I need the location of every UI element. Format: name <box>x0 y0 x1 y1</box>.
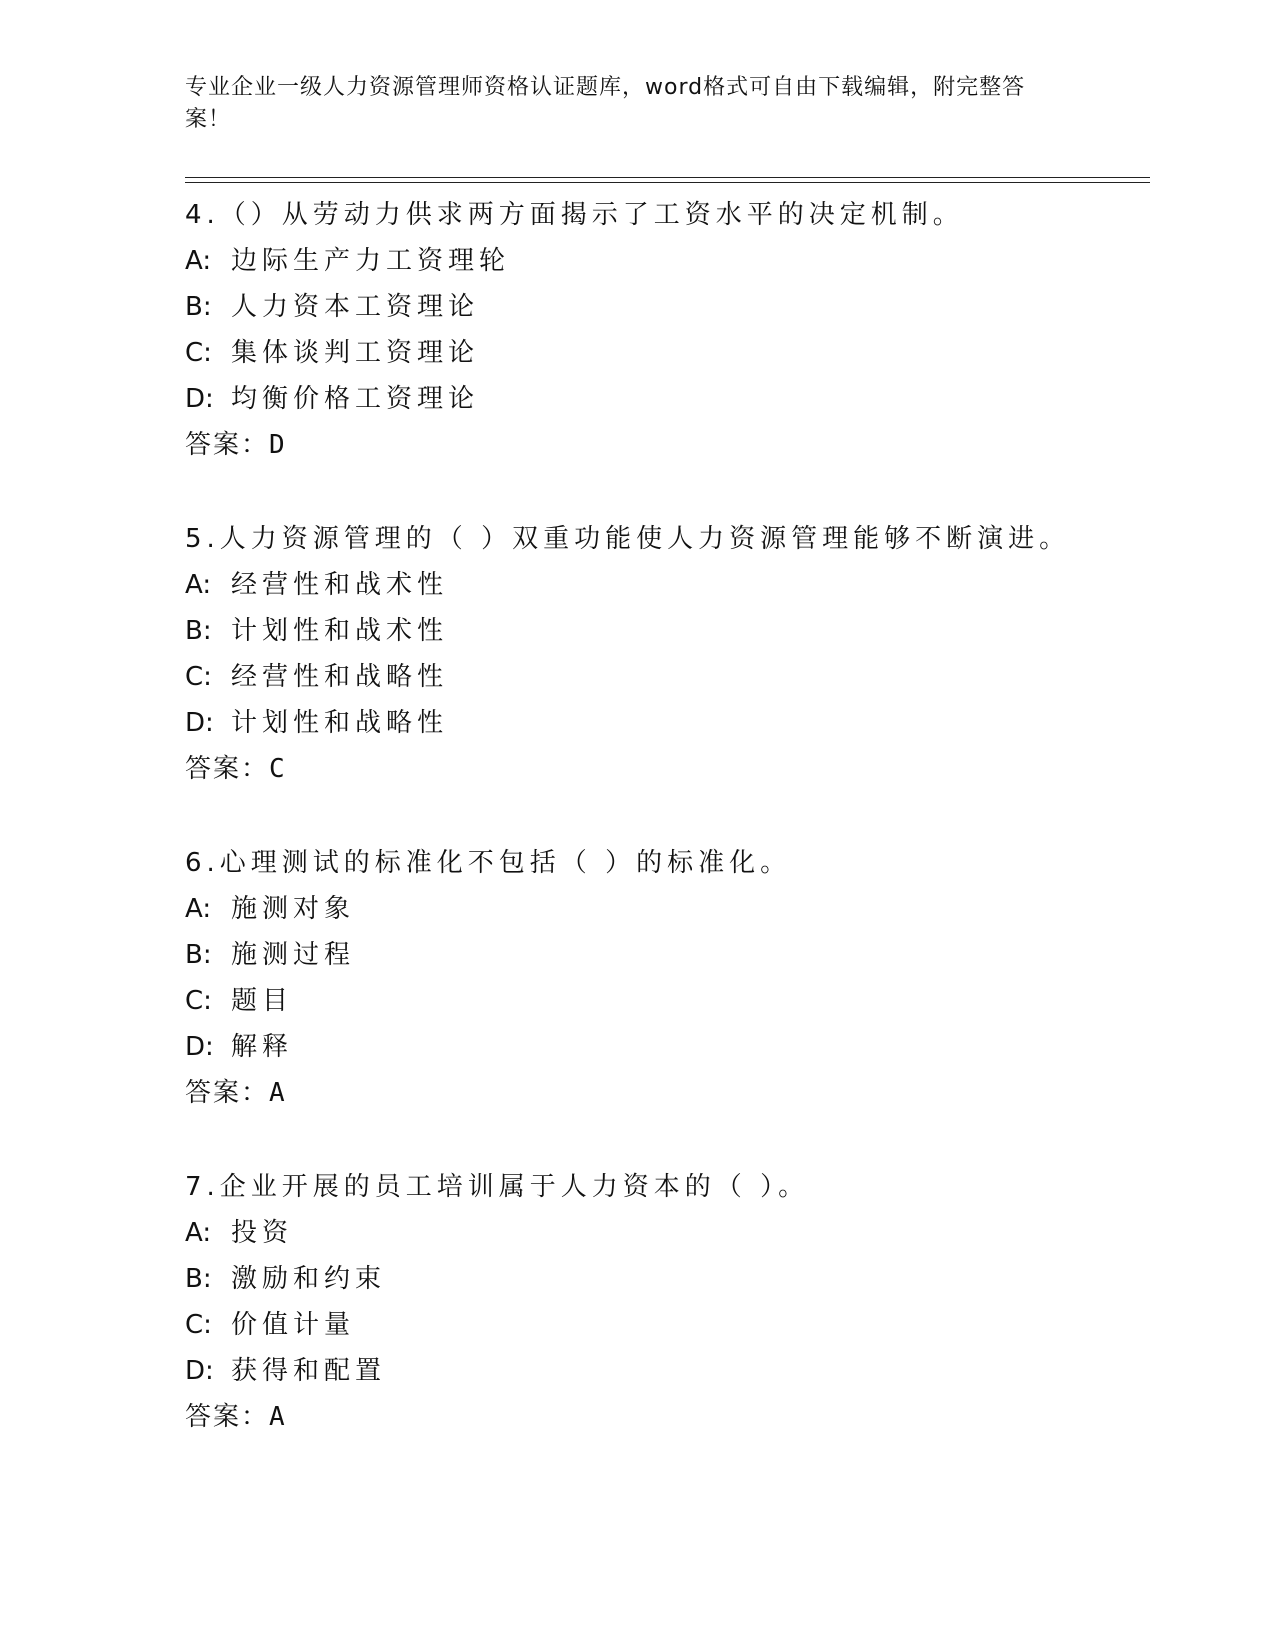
option-d <box>185 376 1145 422</box>
option-text: 边际生产力工资理轮 <box>231 246 511 276</box>
option-c <box>185 654 1145 700</box>
header-divider-top <box>185 177 1150 178</box>
option-text: 价值计量 <box>231 1310 356 1340</box>
option-letter: B: <box>185 292 212 322</box>
option-text: 施测对象 <box>231 894 356 924</box>
option-d <box>185 700 1145 746</box>
option-text: 解释 <box>231 1032 294 1062</box>
answer-line <box>185 1394 1145 1440</box>
option-text: 激励和约束 <box>231 1264 387 1294</box>
question-list <box>185 192 1145 1440</box>
document-header: 专业企业一级人力资源管理师资格认证题库，word格式可自由下载编辑，附完整答案！ <box>185 75 1026 132</box>
option-letter: B: <box>185 1264 212 1294</box>
option-text: 均衡价格工资理论 <box>231 384 480 414</box>
option-text: 经营性和战略性 <box>231 662 449 692</box>
question-stem: 5.人力资源管理的（ ）双重功能使人力资源管理能够不断演进。 <box>185 524 1071 554</box>
option-c <box>185 330 1145 376</box>
option-text: 经营性和战术性 <box>231 570 449 600</box>
option-text: 人力资本工资理论 <box>231 292 480 322</box>
question-7 <box>185 1164 1145 1440</box>
question-6 <box>185 840 1145 1116</box>
option-d <box>185 1348 1145 1394</box>
option-text: 计划性和战略性 <box>231 708 449 738</box>
header-divider-bottom <box>185 182 1150 183</box>
option-letter: B: <box>185 616 212 646</box>
answer-line <box>185 422 1145 468</box>
question-stem: 6.心理测试的标准化不包括（ ）的标准化。 <box>185 848 792 878</box>
answer-value: A <box>269 1402 285 1432</box>
answer-label: 答案： <box>185 754 270 784</box>
option-letter: C: <box>185 986 212 1016</box>
option-letter: D: <box>185 384 214 414</box>
option-letter: B: <box>185 940 212 970</box>
option-letter: A: <box>185 894 212 924</box>
answer-label: 答案： <box>185 1402 270 1432</box>
answer-value: C <box>269 754 285 784</box>
question-stem: 4.（）从劳动力供求两方面揭示了工资水平的决定机制。 <box>185 200 964 230</box>
option-letter: C: <box>185 662 212 692</box>
option-a <box>185 562 1145 608</box>
option-c <box>185 978 1145 1024</box>
option-b <box>185 608 1145 654</box>
option-text: 施测过程 <box>231 940 356 970</box>
option-b <box>185 1256 1145 1302</box>
option-text: 获得和配置 <box>231 1356 387 1386</box>
option-d <box>185 1024 1145 1070</box>
option-letter: C: <box>185 338 212 368</box>
question-stem: 7.企业开展的员工培训属于人力资本的（ ）。 <box>185 1172 810 1202</box>
answer-value: A <box>269 1078 285 1108</box>
option-text: 集体谈判工资理论 <box>231 338 480 368</box>
question-4 <box>185 192 1145 468</box>
option-text: 投资 <box>231 1218 294 1248</box>
option-b <box>185 284 1145 330</box>
question-5 <box>185 516 1145 792</box>
option-a <box>185 1210 1145 1256</box>
answer-line <box>185 746 1145 792</box>
option-letter: D: <box>185 708 214 738</box>
answer-label: 答案： <box>185 430 270 460</box>
option-letter: D: <box>185 1356 214 1386</box>
option-b <box>185 932 1145 978</box>
option-letter: A: <box>185 1218 212 1248</box>
option-letter: A: <box>185 570 212 600</box>
option-letter: A: <box>185 246 212 276</box>
answer-label: 答案： <box>185 1078 270 1108</box>
option-text: 题目 <box>231 986 294 1016</box>
option-a <box>185 886 1145 932</box>
answer-value: D <box>269 430 285 460</box>
answer-line <box>185 1070 1145 1116</box>
option-text: 计划性和战术性 <box>231 616 449 646</box>
option-letter: C: <box>185 1310 212 1340</box>
option-a <box>185 238 1145 284</box>
option-c <box>185 1302 1145 1348</box>
option-letter: D: <box>185 1032 214 1062</box>
